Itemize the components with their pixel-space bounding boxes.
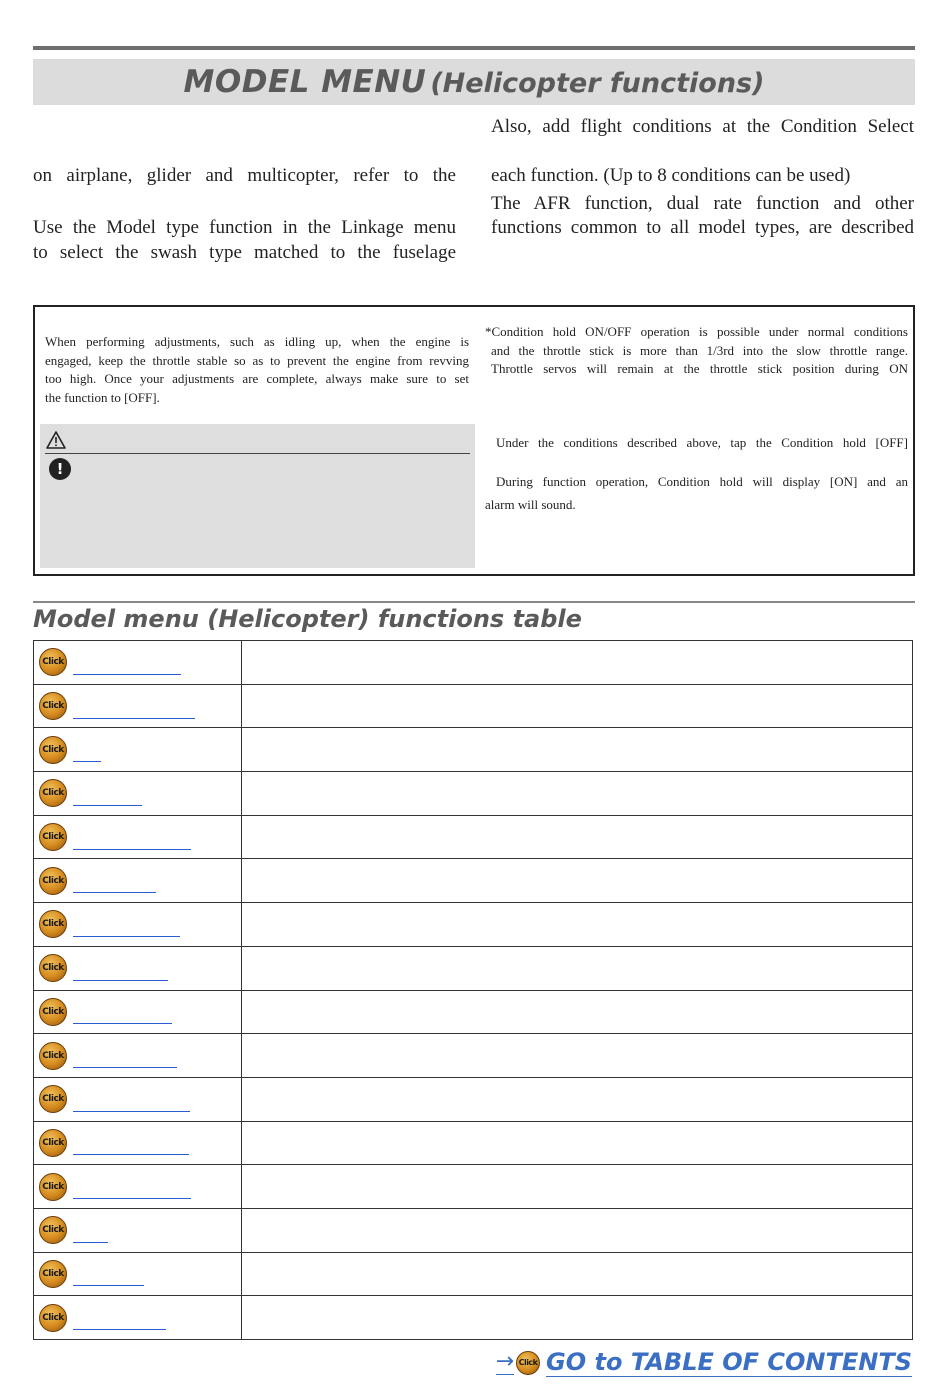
click-badge-icon[interactable]: Click (39, 998, 67, 1026)
intro-right-line-1: Also, add flight conditions at the Condition Select (491, 116, 914, 137)
condition-line: During function operation, Condition hold will display [ON] and an (496, 474, 908, 489)
function-description-cell (241, 815, 912, 859)
condition-line: Throttle servos will remain at the throttle stick position during ON (491, 361, 908, 376)
function-cell-content (34, 816, 241, 859)
warning-divider (45, 453, 470, 454)
intro-right-line-3: The AFR function, dual rate function and other (491, 193, 914, 214)
function-name-cell (34, 815, 242, 859)
table-row (34, 903, 913, 947)
function-name-cell (34, 990, 242, 1034)
click-badge-icon[interactable]: Click (39, 1260, 67, 1288)
function-cell-content (34, 1078, 241, 1121)
table-row (34, 1165, 913, 1209)
click-badge-icon[interactable]: Click (39, 736, 67, 764)
function-name-cell (34, 1252, 242, 1296)
function-link[interactable] (73, 1097, 190, 1112)
exclamation-icon: ! (49, 458, 71, 480)
top-rule (33, 46, 915, 50)
function-cell-content (34, 903, 241, 946)
function-name-cell (34, 1077, 242, 1121)
function-description-cell (241, 1165, 912, 1209)
table-row (34, 1077, 913, 1121)
table-row (34, 815, 913, 859)
click-badge-icon[interactable]: Click (39, 1173, 67, 1201)
click-badge-icon[interactable]: Click (39, 910, 67, 938)
click-badge-icon[interactable]: Click (39, 823, 67, 851)
table-row (34, 728, 913, 772)
warning-triangle-icon (45, 430, 67, 450)
goto-toc-link[interactable] (496, 1348, 912, 1377)
functions-table (33, 640, 913, 1340)
function-link[interactable] (73, 1271, 144, 1286)
table-row (34, 859, 913, 903)
function-cell-content (34, 641, 241, 684)
function-name-cell (34, 772, 242, 816)
function-cell-content (34, 728, 241, 771)
condition-line: *Condition hold ON/OFF operation is possible under normal conditions (485, 324, 908, 339)
function-description-cell (241, 946, 912, 990)
table-row (34, 1121, 913, 1165)
function-cell-content (34, 947, 241, 990)
click-badge-icon[interactable]: Click (39, 648, 67, 676)
function-description-cell (241, 1034, 912, 1078)
function-link[interactable] (73, 1184, 191, 1199)
table-row (34, 772, 913, 816)
function-cell-content (34, 1253, 241, 1296)
table-row (34, 1208, 913, 1252)
click-badge-icon[interactable]: Click (39, 1042, 67, 1070)
click-badge-icon[interactable]: Click (39, 1216, 67, 1244)
function-link[interactable] (73, 1053, 177, 1068)
condition-hold-text (485, 323, 908, 514)
function-name-cell (34, 728, 242, 772)
intro-left-line-3: to select the swash type matched to the fuselage (33, 242, 456, 263)
function-description-cell (241, 990, 912, 1034)
function-name-cell (34, 641, 242, 685)
arrow-right-icon: → (495, 1349, 515, 1374)
function-link[interactable] (73, 922, 180, 937)
function-name-cell (34, 684, 242, 728)
table-row (34, 946, 913, 990)
function-name-cell (34, 903, 242, 947)
function-link[interactable] (73, 791, 142, 806)
caution-line: too high. Once your adjustments are complete, always make sure to set (45, 371, 469, 386)
intro-right-line-4: functions common to all model types, are described (491, 217, 914, 238)
function-description-cell (241, 641, 912, 685)
click-badge-icon[interactable]: Click (39, 954, 67, 982)
function-link[interactable] (73, 1009, 172, 1024)
function-name-cell (34, 859, 242, 903)
intro-right-line-2: each function. (Up to 8 conditions can be used) (491, 165, 851, 186)
click-badge-icon[interactable]: Click (39, 1085, 67, 1113)
click-badge-icon[interactable]: Click (39, 1304, 67, 1332)
function-cell-content (34, 1209, 241, 1252)
intro-left-line-1: on airplane, glider and multicopter, refer to the (33, 165, 456, 186)
function-name-cell (34, 1208, 242, 1252)
function-description-cell (241, 772, 912, 816)
function-description-cell (241, 1121, 912, 1165)
function-name-cell (34, 1034, 242, 1078)
function-cell-content (34, 1122, 241, 1165)
function-link[interactable] (73, 660, 181, 675)
function-description-cell (241, 859, 912, 903)
function-description-cell (241, 903, 912, 947)
function-cell-content (34, 1034, 241, 1077)
function-name-cell (34, 1165, 242, 1209)
caution-line: the function to [OFF]. (45, 389, 160, 405)
table-row (34, 684, 913, 728)
warning-panel (40, 424, 475, 568)
function-description-cell (241, 684, 912, 728)
function-description-cell (241, 1077, 912, 1121)
function-link[interactable] (73, 1228, 108, 1243)
caution-text (45, 333, 469, 407)
function-description-cell (241, 728, 912, 772)
function-description-cell (241, 1296, 912, 1340)
function-name-cell (34, 946, 242, 990)
notice-box (33, 305, 915, 576)
function-cell-content (34, 772, 241, 815)
table-row (34, 990, 913, 1034)
function-link[interactable] (73, 878, 156, 893)
table-row (34, 1252, 913, 1296)
click-badge-icon[interactable]: Click (39, 867, 67, 895)
goto-toc-label[interactable]: GO to TABLE OF CONTENTS (546, 1348, 912, 1376)
function-name-cell (34, 1296, 242, 1340)
function-cell-content (34, 1296, 241, 1339)
condition-line: and the throttle stick is more than 1/3rd into the slow throttle range. (491, 342, 908, 358)
table-row (34, 641, 913, 685)
section-title: Model menu (Helicopter) functions table (33, 605, 582, 633)
page-subtitle: (Helicopter functions) (430, 68, 765, 99)
page-title: MODEL MENU (183, 64, 427, 100)
function-name-cell (34, 1121, 242, 1165)
function-description-cell (241, 1252, 912, 1296)
intro-left-line-2: Use the Model type function in the Linkage menu (33, 217, 456, 238)
caution-line: engaged, keep the throttle stable so as to prevent the engine from revving (45, 352, 469, 368)
click-badge-icon[interactable]: Click (39, 779, 67, 807)
function-cell-content (34, 1165, 241, 1208)
table-row (34, 1296, 913, 1340)
condition-line: alarm will sound. (485, 496, 576, 512)
function-cell-content (34, 685, 241, 728)
condition-line: Under the conditions described above, tap the Condition hold [OFF] (496, 434, 908, 450)
function-link[interactable] (73, 1315, 166, 1330)
click-badge-icon[interactable]: Click (516, 1351, 540, 1375)
function-link[interactable] (73, 835, 191, 850)
page-title-band (33, 59, 915, 105)
caution-line: When performing adjustments, such as idling up, when the engine is (45, 334, 469, 349)
click-badge-icon[interactable]: Click (39, 692, 67, 720)
function-link[interactable] (73, 966, 168, 981)
table-row (34, 1034, 913, 1078)
click-badge-icon[interactable]: Click (39, 1129, 67, 1157)
function-link[interactable] (73, 747, 101, 762)
function-cell-content (34, 991, 241, 1034)
function-link[interactable] (73, 704, 195, 719)
function-link[interactable] (73, 1140, 189, 1155)
function-cell-content (34, 859, 241, 902)
function-description-cell (241, 1208, 912, 1252)
